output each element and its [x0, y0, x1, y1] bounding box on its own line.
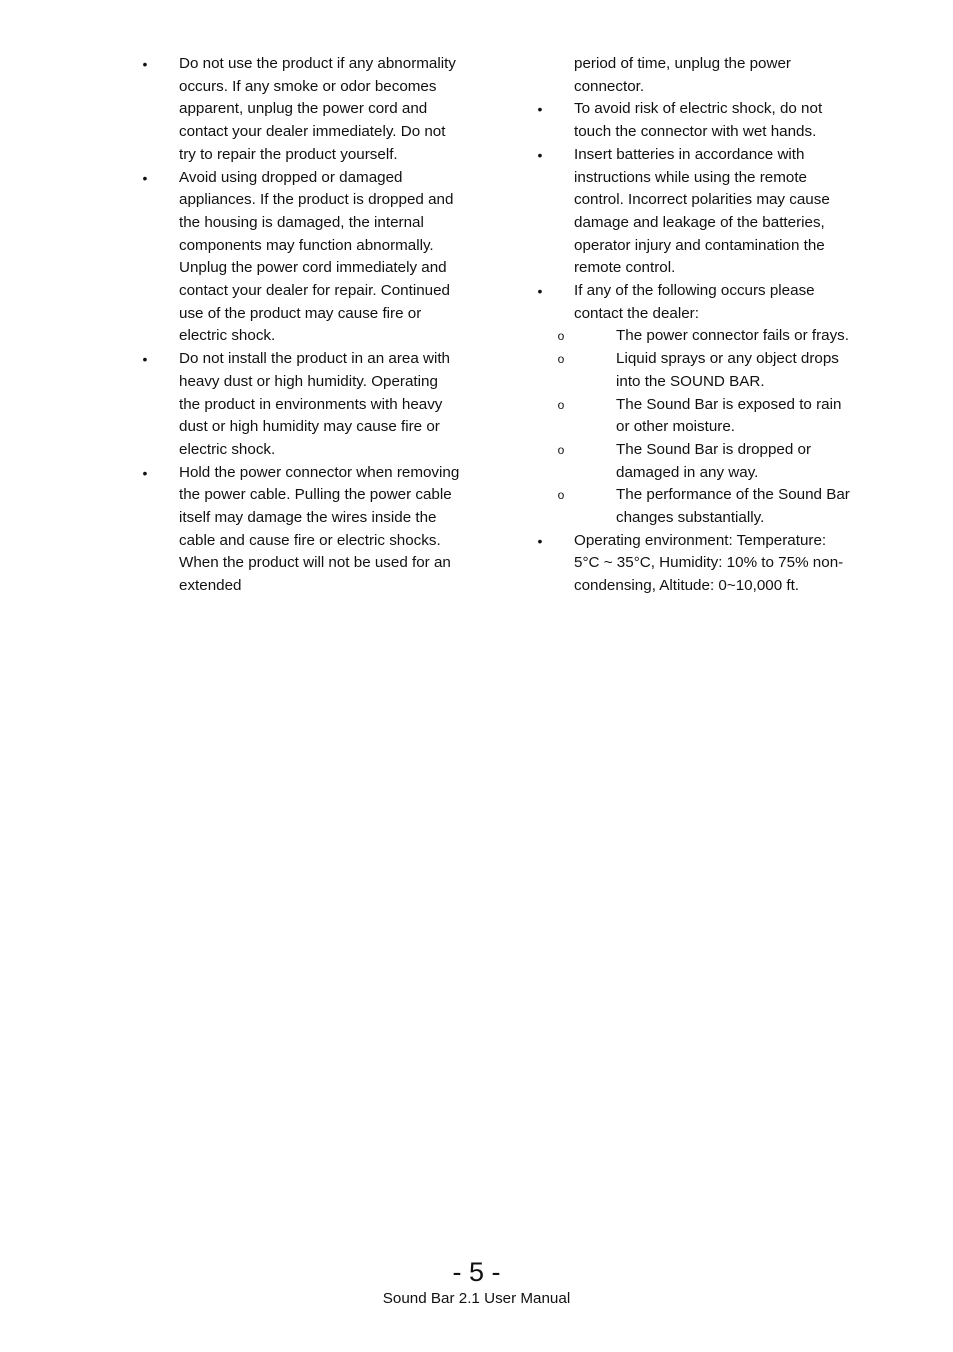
sub-list-item-text: The Sound Bar is exposed to rain or other moisture. [616, 395, 842, 436]
circle-bullet-icon: o [557, 442, 565, 457]
list-item [535, 530, 855, 598]
page-number: - 5 - [452, 1257, 501, 1287]
sub-list-item [556, 439, 855, 484]
bullet-icon: • [142, 56, 148, 72]
document-title: Sound Bar 2.1 User Manual [382, 1290, 571, 1307]
list-item [140, 462, 460, 598]
list-item-text: Hold the power connector when removing the power cable. Pulling the power cable itself may damage the wires inside the cable and cause fire or electric shocks. When the product will not be used for an extended [179, 463, 460, 595]
continuation-text: period of time, unplug the power connector. [574, 55, 791, 95]
sub-list-item [556, 394, 855, 439]
circle-bullet-icon: o [557, 352, 565, 367]
circle-bullet-icon: o [557, 397, 565, 412]
bullet-icon: • [142, 169, 148, 186]
bullet-icon: • [537, 146, 543, 163]
circle-bullet-icon: o [557, 488, 565, 503]
bullet-icon: • [142, 351, 148, 368]
list-item-text: Do not use the product if any abnormality occurs. If any smoke or odor becomes apparent, unplug the power cord and contact your dealer immediately. Do not try to repair the product yourself. [179, 55, 456, 163]
sub-list-item-text: The power connector fails or frays. [616, 327, 849, 345]
list-item-text: Insert batteries in accordance with instructions while using the remote control. Incorrect polarities may cause damage and leakage of the batteries, operator injury and contamination the remote control. [574, 145, 830, 277]
sub-list-item [556, 348, 855, 393]
bullet-icon: • [537, 532, 543, 549]
list-item-text: Do not install the product in an area with heavy dust or high humidity. Operating the product in environments with heavy dust or high humidity may cause fire or electric shock. [179, 350, 451, 458]
bullet-icon: • [537, 101, 543, 118]
right-column [535, 53, 855, 598]
sub-list [556, 325, 855, 529]
sub-list-item [556, 325, 855, 348]
list-item [535, 280, 855, 325]
sub-list-item [556, 484, 855, 529]
list-item [535, 144, 855, 280]
bullet-icon: • [142, 464, 148, 481]
left-column [140, 53, 460, 598]
sub-list-item-text: The performance of the Sound Bar changes substantially. [616, 486, 850, 527]
list-item [140, 53, 460, 167]
sub-list-item-text: The Sound Bar is dropped or damaged in any way. [616, 440, 812, 481]
list-item-continuation [535, 53, 855, 98]
list-item-text: To avoid risk of electric shock, do not touch the connector with wet hands. [574, 100, 823, 141]
list-item-text: Avoid using dropped or damaged appliances. If the product is dropped and the housing is damaged, the internal components may function abnormally. Unplug the power cord immediately and contact your dealer for repair. Continued use of the product may cause fire or electric shock. [179, 168, 454, 345]
list-item [140, 167, 460, 349]
sub-list-item-text: Liquid sprays or any object drops into the SOUND BAR. [616, 350, 839, 390]
list-item [535, 98, 855, 143]
list-item-text: If any of the following occurs please contact the dealer: [574, 282, 815, 322]
bullet-icon: • [537, 283, 543, 300]
circle-bullet-icon: o [557, 329, 565, 344]
list-item [140, 348, 460, 462]
list-item-text: Operating environment: Temperature: 5°C ~ 35°C, Humidity: 10% to 75% non-condensing, Altitude: 0~10,000 ft. [574, 531, 844, 595]
